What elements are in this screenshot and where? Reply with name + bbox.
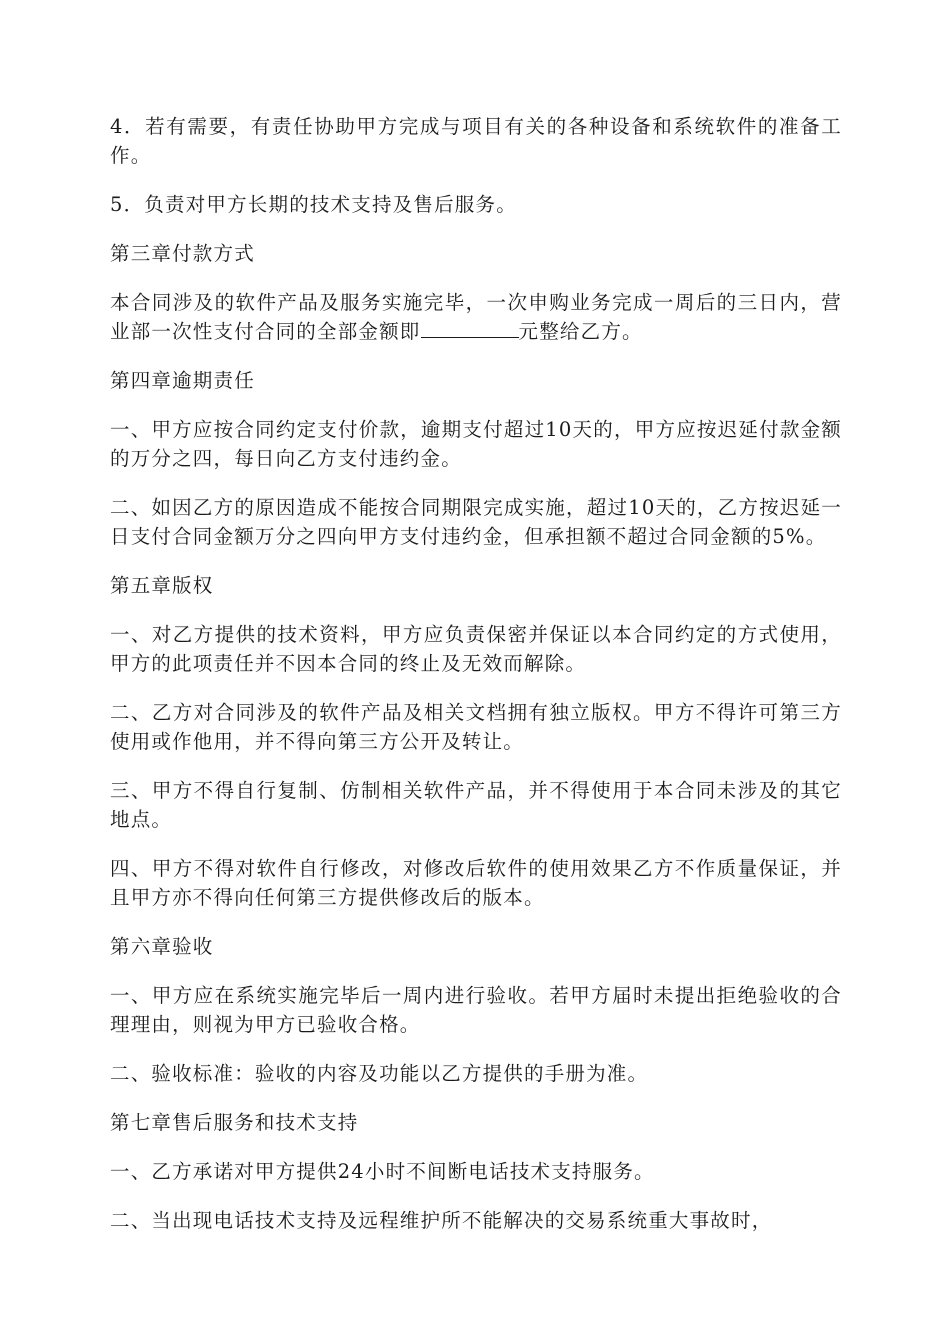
paragraph-item-5: 5．负责对甲方长期的技术支持及售后服务。 xyxy=(110,193,517,216)
chapter-5-heading: 第五章版权 xyxy=(110,574,214,597)
copyright-clause-2: 二、乙方对合同涉及的软件产品及相关文档拥有独立版权。甲方不得许可第三方使用或作他用，并不得向第三方公开及转让。 xyxy=(110,701,842,753)
chapter-3-heading: 第三章付款方式 xyxy=(110,242,255,265)
acceptance-clause-2: 二、验收标准：验收的内容及功能以乙方提供的手册为准。 xyxy=(110,1062,649,1085)
copyright-clause-1: 一、对乙方提供的技术资料，甲方应负责保密并保证以本合同约定的方式使用，甲方的此项责任并不因本合同的终止及无效而解除。 xyxy=(110,623,842,675)
chapter-6-heading: 第六章验收 xyxy=(110,935,214,958)
payment-text: 本合同涉及的软件产品及服务实施完毕，一次申购业务完成一周后的三日内，营业部一次性支付合同的全部金额即 xyxy=(110,291,842,343)
chapter-4-heading: 第四章逾期责任 xyxy=(110,369,255,392)
overdue-clause-1: 一、甲方应按合同约定支付价款，逾期支付超过10天的，甲方应按迟延付款金额的万分之四，每日向乙方支付违约金。 xyxy=(110,418,842,470)
acceptance-clause-1: 一、甲方应在系统实施完毕后一周内进行验收。若甲方届时未提出拒绝验收的合理理由，则视为甲方已验收合格。 xyxy=(110,984,842,1036)
support-clause-2: 二、当出现电话技术支持及远程维护所不能解决的交易系统重大事故时， xyxy=(110,1209,773,1232)
payment-text-end: 元整给乙方。 xyxy=(518,320,643,343)
overdue-clause-2: 二、如因乙方的原因造成不能按合同期限完成实施，超过10天的，乙方按迟延一日支付合同金额万分之四向甲方支付违约金，但承担额不超过合同金额的5%。 xyxy=(110,496,842,548)
paragraph-item-4: 4．若有需要，有责任协助甲方完成与项目有关的各种设备和系统软件的准备工作。 xyxy=(110,115,842,167)
chapter-7-heading: 第七章售后服务和技术支持 xyxy=(110,1111,359,1134)
copyright-clause-3: 三、甲方不得自行复制、仿制相关软件产品，并不得使用于本合同未涉及的其它地点。 xyxy=(110,779,842,831)
payment-paragraph xyxy=(110,288,842,346)
copyright-clause-4: 四、甲方不得对软件自行修改，对修改后软件的使用效果乙方不作质量保证，并且甲方亦不得向任何第三方提供修改后的版本。 xyxy=(110,857,842,909)
support-clause-1: 一、乙方承诺对甲方提供24小时不间断电话技术支持服务。 xyxy=(110,1160,655,1183)
amount-blank-field xyxy=(421,317,519,338)
document-page xyxy=(110,112,842,1255)
